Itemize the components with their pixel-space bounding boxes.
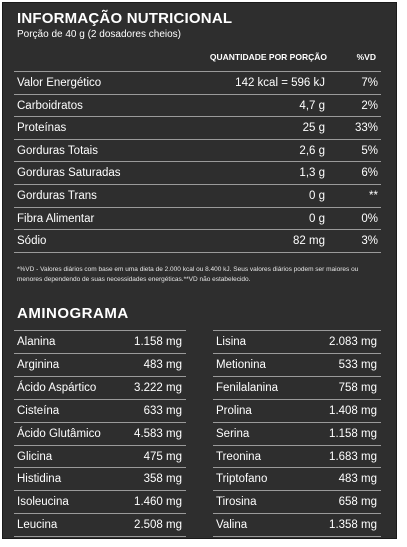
amino-acid-value: 1.158 mg (134, 336, 182, 348)
amino-acid-name: Serina (216, 427, 250, 440)
amino-acid-name: Valina (216, 519, 248, 532)
amino-acid-name: Triptofano (216, 473, 268, 486)
amino-acid-value: 1.683 mg (329, 450, 377, 463)
footnote: *%VD - Valores diários com base em uma dieta de 2.000 kcal ou 8.400 kJ. Seus valores diários podem ser maiores ou menores dependendo de suas necessidades energéticas.**VD não estabelecido. (17, 266, 359, 283)
nutrient-name: Fibra Alimentar (17, 212, 95, 225)
amino-acid-row (14, 353, 186, 376)
quantity-column-header: QUANTIDADE POR PORÇÃO (209, 52, 327, 62)
amino-acid-row (213, 376, 381, 399)
nutrient-daily-value: ** (369, 190, 378, 202)
amino-acid-value: 533 mg (338, 358, 377, 371)
amino-acid-name: Cisteína (17, 404, 60, 417)
amino-acid-value: 2.508 mg (134, 519, 182, 532)
nutrient-daily-value: 33% (354, 122, 378, 135)
amino-acid-row (14, 399, 186, 422)
amino-acid-name: Tirosina (216, 496, 257, 509)
nutrient-quantity: 0 g (309, 190, 325, 202)
amino-acid-name: Isoleucina (17, 496, 69, 509)
amino-acid-row (213, 513, 381, 537)
nutrient-quantity: 1,3 g (299, 167, 325, 180)
amino-acid-name: Ácido Aspártico (17, 381, 97, 394)
nutrition-row (14, 229, 381, 253)
amino-acid-name: Leucina (17, 519, 58, 532)
nutrition-row (14, 139, 381, 162)
amino-acid-name: Alanina (17, 336, 56, 348)
amino-acid-value: 1.358 mg (329, 519, 377, 532)
nutrient-daily-value: 5% (361, 144, 378, 157)
amino-acid-value: 758 mg (338, 381, 377, 394)
amino-acid-name: Metionina (216, 358, 266, 371)
nutrient-name: Gorduras Saturadas (17, 167, 121, 180)
nutrient-quantity: 142 kcal = 596 kJ (235, 77, 325, 89)
nutrient-name: Sódio (17, 235, 47, 248)
nutrient-quantity: 2,6 g (299, 144, 325, 157)
amino-acid-row (213, 445, 381, 468)
nutrition-row (14, 94, 381, 117)
amino-acid-row (213, 467, 381, 490)
amino-acid-value: 2.083 mg (329, 336, 377, 348)
amino-acid-row (14, 422, 186, 445)
amino-acid-row (14, 445, 186, 468)
amino-acid-value: 358 mg (143, 473, 182, 486)
amino-acid-name: Arginina (17, 358, 60, 371)
nutrition-row (14, 161, 381, 184)
amino-acid-row (213, 490, 381, 513)
nutrient-quantity: 25 g (302, 122, 325, 135)
amino-acid-value: 475 mg (143, 450, 182, 463)
amino-acid-name: Fenilalanina (216, 381, 279, 394)
amino-acid-row (14, 330, 186, 353)
nutrient-daily-value: 2% (361, 99, 378, 112)
nutrient-name: Proteínas (17, 122, 67, 135)
nutrient-quantity: 82 mg (293, 235, 325, 248)
amino-acid-row (14, 467, 186, 490)
amino-acid-row (213, 353, 381, 376)
nutrition-row (14, 71, 381, 94)
amino-acid-name: Ácido Glutâmico (17, 427, 101, 440)
amino-acid-row (213, 399, 381, 422)
amino-acid-value: 633 mg (143, 404, 182, 417)
amino-acid-name: Lisina (216, 336, 247, 348)
nutrition-row (14, 116, 381, 139)
amino-acid-value: 483 mg (338, 473, 377, 486)
amino-acid-name: Treonina (216, 450, 261, 463)
dv-column-header: %VD (356, 52, 376, 62)
nutrition-title: INFORMAÇÃO NUTRICIONAL (17, 10, 233, 27)
amino-acid-row (14, 376, 186, 399)
nutrient-daily-value: 6% (361, 167, 378, 180)
nutrient-name: Carboidratos (17, 99, 83, 112)
aminogram-title: AMINOGRAMA (17, 305, 129, 322)
amino-acid-value: 3.222 mg (134, 381, 182, 394)
amino-acid-value: 483 mg (143, 358, 182, 371)
nutrient-name: Valor Energético (17, 77, 102, 89)
nutrition-facts-panel (2, 2, 397, 539)
amino-acid-value: 4.583 mg (134, 427, 182, 440)
amino-acid-row (14, 490, 186, 513)
nutrient-daily-value: 0% (361, 212, 378, 225)
amino-acid-value: 658 mg (338, 496, 377, 509)
amino-acid-value: 1.158 mg (329, 427, 377, 440)
nutrition-row (14, 184, 381, 207)
amino-acid-name: Glicina (17, 450, 53, 463)
nutrient-name: Gorduras Totais (17, 144, 98, 157)
nutrient-name: Gorduras Trans (17, 190, 97, 202)
amino-acid-row (213, 330, 381, 353)
nutrient-daily-value: 3% (361, 235, 378, 248)
amino-acid-value: 1.460 mg (134, 496, 182, 509)
amino-acid-name: Histidina (17, 473, 62, 486)
nutrition-row (14, 207, 381, 230)
nutrient-quantity: 0 g (309, 212, 325, 225)
amino-acid-value: 1.408 mg (329, 404, 377, 417)
nutrient-daily-value: 7% (361, 77, 378, 89)
serving-size: Porção de 40 g (2 dosadores cheios) (17, 29, 181, 40)
nutrient-quantity: 4,7 g (299, 99, 325, 112)
amino-acid-name: Prolina (216, 404, 252, 417)
amino-acid-row (14, 513, 186, 537)
amino-acid-row (213, 422, 381, 445)
